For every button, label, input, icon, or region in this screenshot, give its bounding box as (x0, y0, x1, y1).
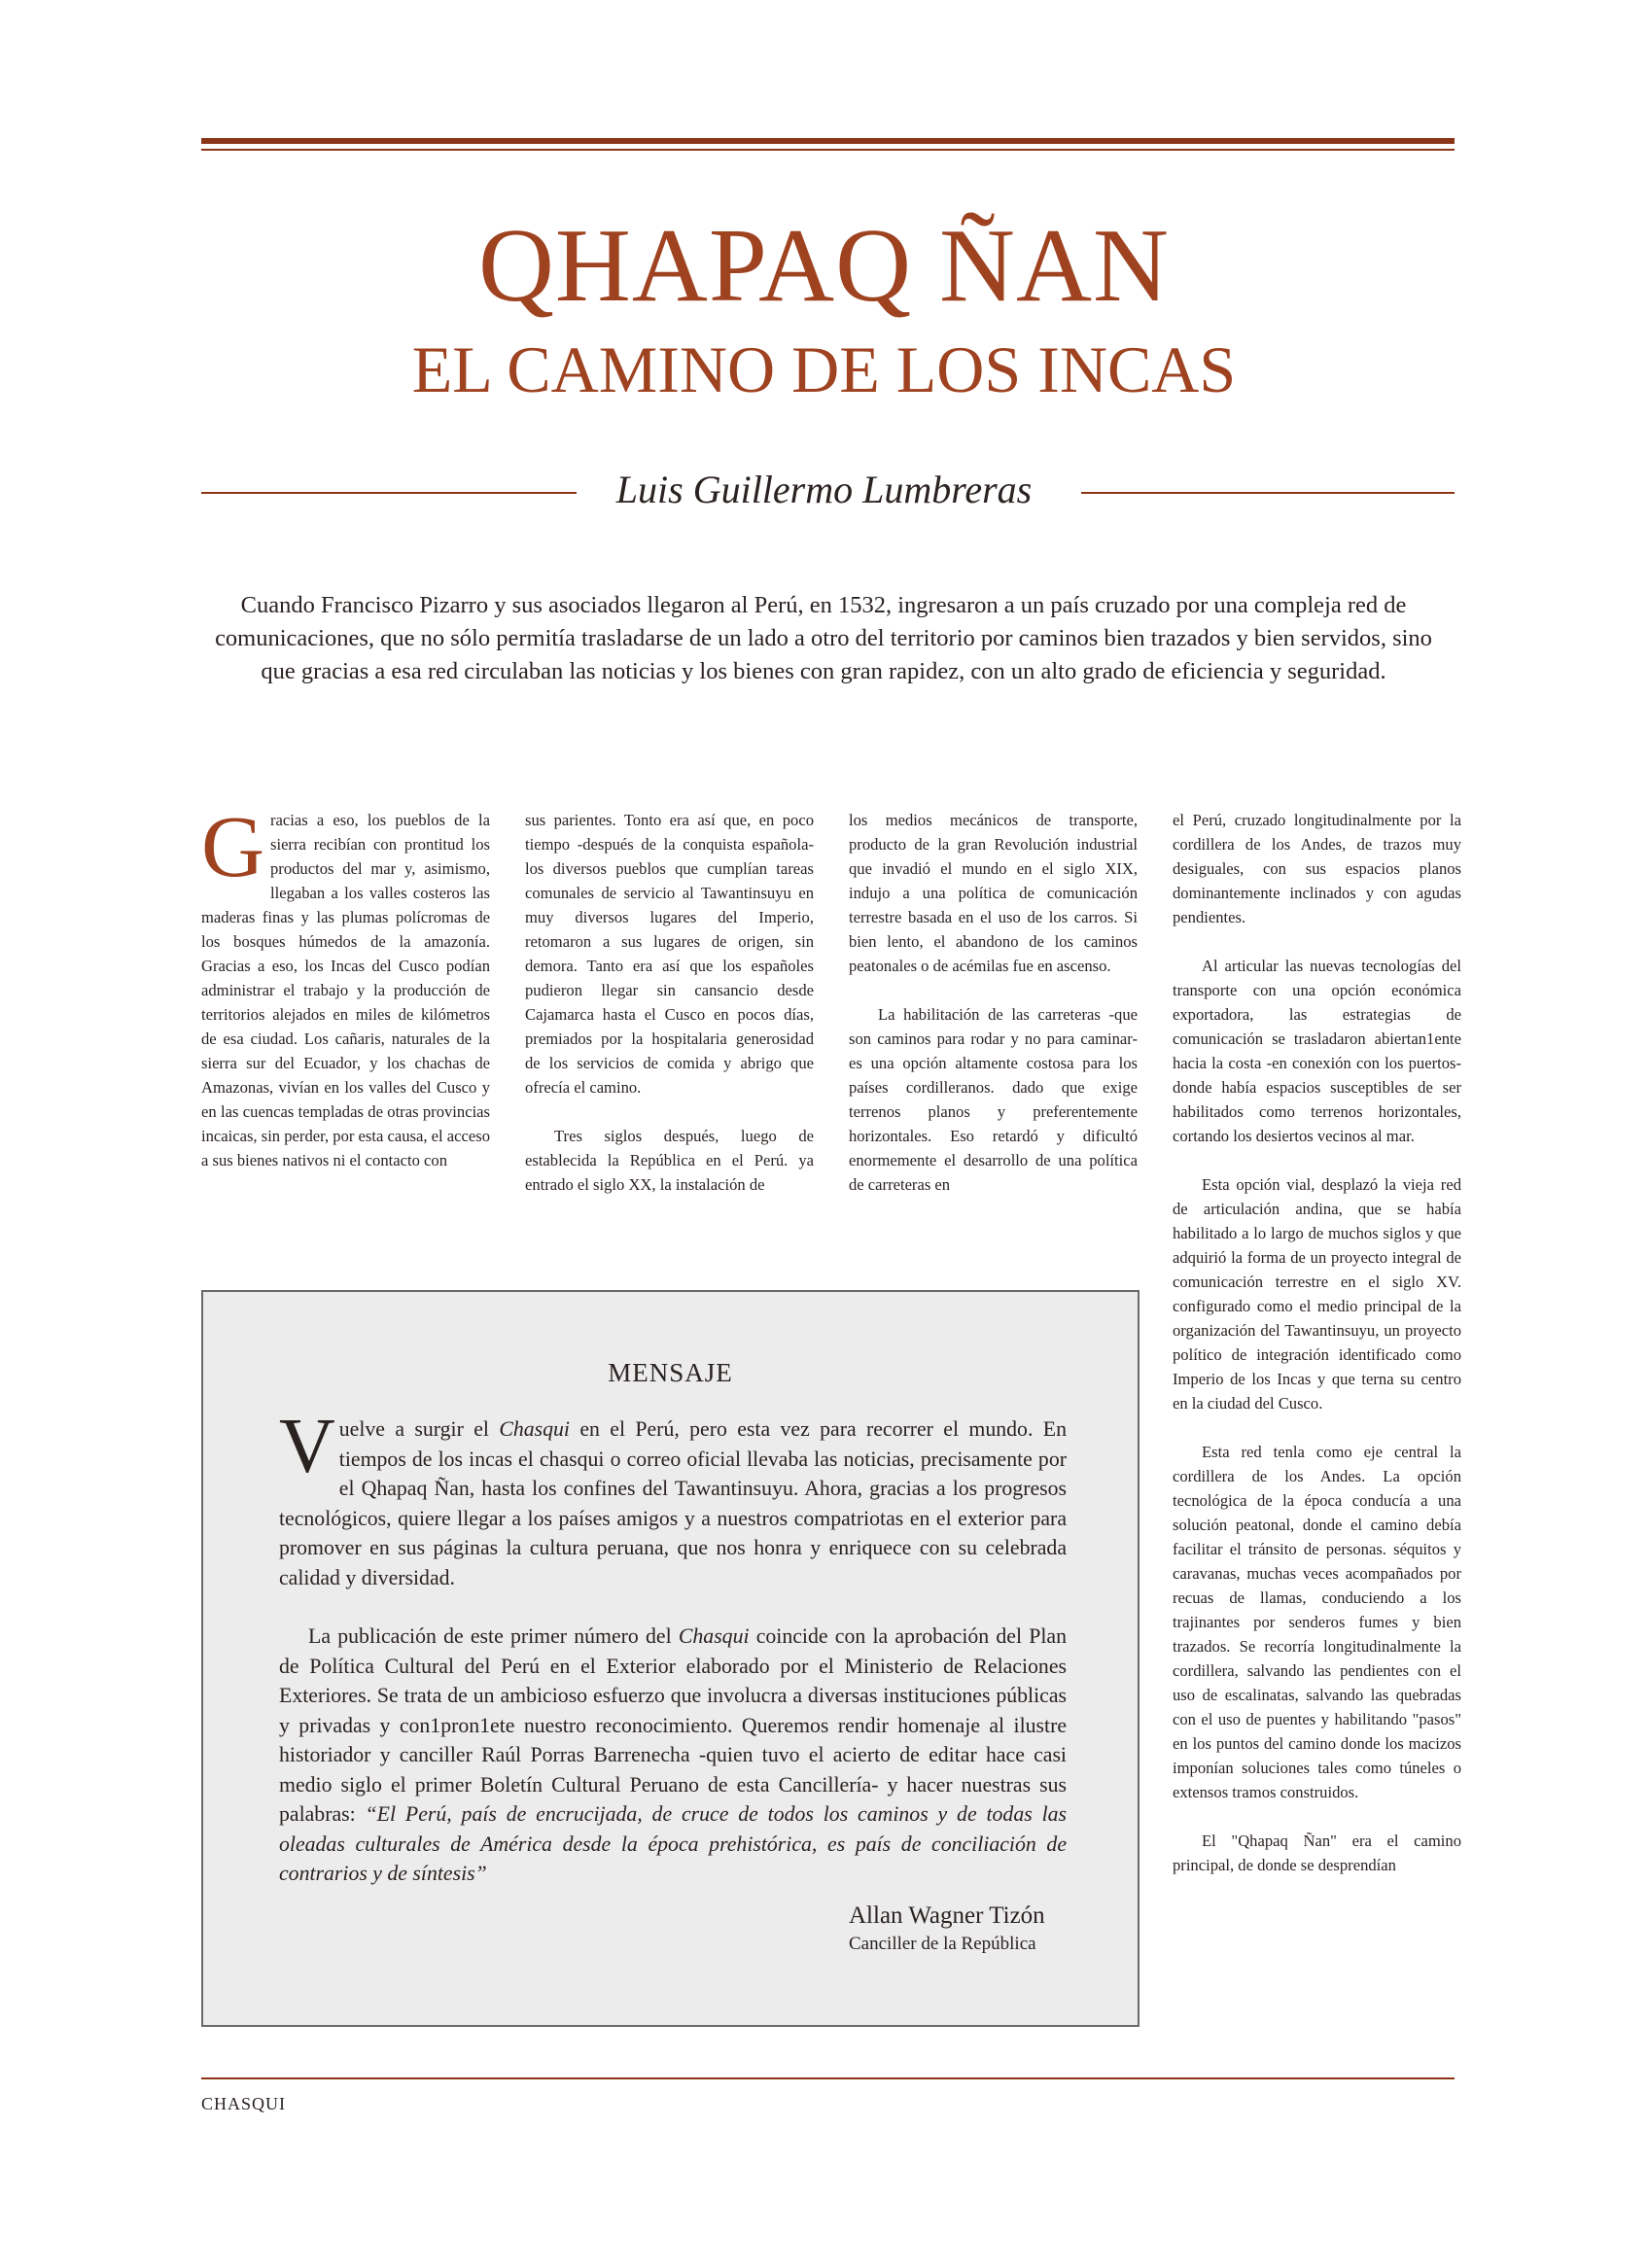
text-run: La publicación de este primer número del (308, 1624, 679, 1648)
intro-paragraph: Cuando Francisco Pizarro y sus asociados llegaron al Perú, en 1532, ingresaron a un país cruzado por una compleja red de comunicaciones, que no sólo permitía trasladarse de un lado a otro del territorio por caminos bien trazados y bien servidos, sino que gracias a esa red circulaban las noticias y los bienes con gran rapidez, con un alto grado de eficiencia y seguridad. (215, 592, 1432, 684)
article-column-1 (201, 799, 490, 1172)
text-run-italic: Chasqui (499, 1417, 570, 1441)
author-rule-right (1081, 492, 1455, 494)
article-column-3 (849, 808, 1138, 1197)
article-column-4 (1173, 808, 1461, 1877)
page-title: QHAPAQ ÑAN (477, 208, 1171, 324)
column-paragraph: el Perú, cruzado longitudinalmente por la cordillera de los Andes, de trazos muy desiguales, con sus espacios planos dominantemente inclinados y con agudas pendientes. (1173, 811, 1461, 926)
mensaje-paragraph (279, 1404, 1067, 1592)
signature (849, 1901, 1092, 1957)
mensaje-title: MENSAJE (608, 1358, 733, 1387)
author-name: Luis Guillermo Lumbreras (615, 468, 1033, 511)
column-paragraph: El "Qhapaq Ñan" era el camino principal, de donde se desprendían (1173, 1832, 1461, 1874)
paragraph-text: racias a eso, los pueblos de la sierra recibían con prontitud los productos del mar y, asimismo, llegaban a los valles costeros las maderas finas y las plumas polícromas de los bosques húmedos de la amazonía. Gracias a eso, los Incas del Cusco podían administrar el trabajo y la producción de territorios alejados en miles de kilómetros de esa ciudad. Los cañaris, naturales de la sierra sur del Ecuador, y los chachas de Amazonas, vivían en los valles del Cusco y en las cuencas templadas de otras provincias incaicas, sin perder, por esta causa, el acceso a sus bienes nativos ni el contacto con (201, 811, 490, 1169)
drop-cap: V (279, 1404, 335, 1489)
text-run: uelve a surgir el (338, 1417, 500, 1441)
column-paragraph: sus parientes. Tonto era así que, en poco tiempo -después de la conquista española- los diversos pueblos que cumplían tareas comunales de servicio al Tawantinsuyu en muy diversos lugares del Imperio, retomaron a sus lugares de origen, sin demora. Tanto era así que los españoles pudieron llegar sin cansancio desde Cajamarca hasta el Cusco en pocos días, premiados por la hospitalaria generosidad de los servicios de comida y abrigo que ofrecía el camino. (525, 811, 814, 1097)
column-paragraph: Al articular las nuevas tecnologías del transporte con una opción económica exportadora, las estrategias de comunicación se trasladaron abiertan1ente hacia la costa -en conexión con los puertos- donde había espacios susceptibles de ser habilitados como terrenos horizontales, cortando los desiertos vecinos al mar. (1173, 957, 1461, 1145)
page-subtitle: EL CAMINO DE LOS INCAS (411, 332, 1237, 406)
column-paragraph: los medios mecánicos de transporte, producto de la gran Revolución industrial que invadió el mundo en el siglo XIX, indujo a una política de comunicación terrestre basada en el uso de los carros. Si bien lento, el abandono de los caminos peatonales o de acémilas fue en ascenso. (849, 811, 1138, 975)
column-paragraph: Esta red tenla como eje central la cordillera de los Andes. La opción tecnológica de la época conducía a una solución peatonal, donde el camino debía facilitar el tránsito de personas. séquitos y caravanas, muchas veces acompañados por recuas de llamas, conduciendo a los trajinantes por senderos fumes y bien trazados. Se recorría longitudinalmente la cordillera, salvando las pendientes con el uso de escalinatas, salvando las quebradas con el uso de puentes y habilitando "pasos" en los puntos del camino donde los macizos imponían soluciones tales como túneles o extensos tramos construidos. (1173, 1443, 1461, 1801)
article-column-2 (525, 808, 814, 1197)
top-rule-thick (201, 138, 1455, 144)
mensaje-box (201, 1290, 1140, 2027)
footer-rule (201, 2077, 1455, 2079)
column-paragraph (201, 799, 490, 1172)
text-run-italic: Chasqui (678, 1624, 750, 1648)
mensaje-body (279, 1404, 1068, 1889)
column-paragraph: La habilitación de las carreteras -que son caminos para rodar y no para caminar- es una opción altamente costosa para los países cordilleranos. dado que exige terrenos planos y preferentemente horizontales. Eso retardó y dificultó enormemente el desarrollo de una política de carreteras en (849, 1005, 1138, 1194)
signature-name: Allan Wagner Tizón (849, 1902, 1045, 1929)
footer-publication: CHASQUI (201, 2094, 287, 2113)
top-rule-thin (201, 149, 1455, 151)
column-paragraph: Esta opción vial, desplazó la vieja red de articulación andina, que se había habilitado a lo largo de muchos siglos y que adquirió la forma de un proyecto integral de comunicación terrestre en el siglo XV. configurado como el medio principal de la organización del Tawantinsuyu, un proyecto político de integración identificado como Imperio de los Incas y que terna su centro en la ciudad del Cusco. (1173, 1175, 1461, 1413)
signature-role: Canciller de la República (849, 1934, 1036, 1954)
text-run: en el Perú, pero esta vez para recorrer el mundo. En tiempos de los incas el chasqui o correo oficial llevaba las noticias, precisamente por el Qhapaq Ñan, hasta los confines del Tawantinsuyu. Ahora, gracias a los progresos tecnológicos, quiere llegar a los países amigos y a nuestros compatriotas en el exterior para promover en sus páginas la cultura peruana, que nos honra y enriquece con su celebrada calidad y diversidad. (279, 1417, 1067, 1589)
drop-cap: G (201, 799, 264, 895)
text-run: coincide con la aprobación del Plan de Política Cultural del Perú en el Exterior elaborado por el Ministerio de Relaciones Exteriores. Se trata de un ambicioso esfuerzo que involucra a diversas instituciones públicas y privadas y con1pron1ete nuestro reconocimiento. Queremos rendir homenaje al ilustre historiador y canciller Raúl Porras Barrenecha -quien tuvo el acierto de editar hace casi medio siglo el primer Boletín Cultural Peruano de esta Cancillería- y hacer nuestras sus palabras: (279, 1624, 1067, 1826)
mensaje-paragraph (279, 1622, 1067, 1889)
quote: “El Perú, país de encrucijada, de cruce de todos los caminos y de todas las oleadas culturales de América desde la época prehistórica, es país de conciliación de contrarios y de síntesis” (279, 1802, 1068, 1885)
column-paragraph: Tres siglos después, luego de establecida la República en el Perú. ya entrado el siglo XX, la instalación de (525, 1127, 814, 1194)
